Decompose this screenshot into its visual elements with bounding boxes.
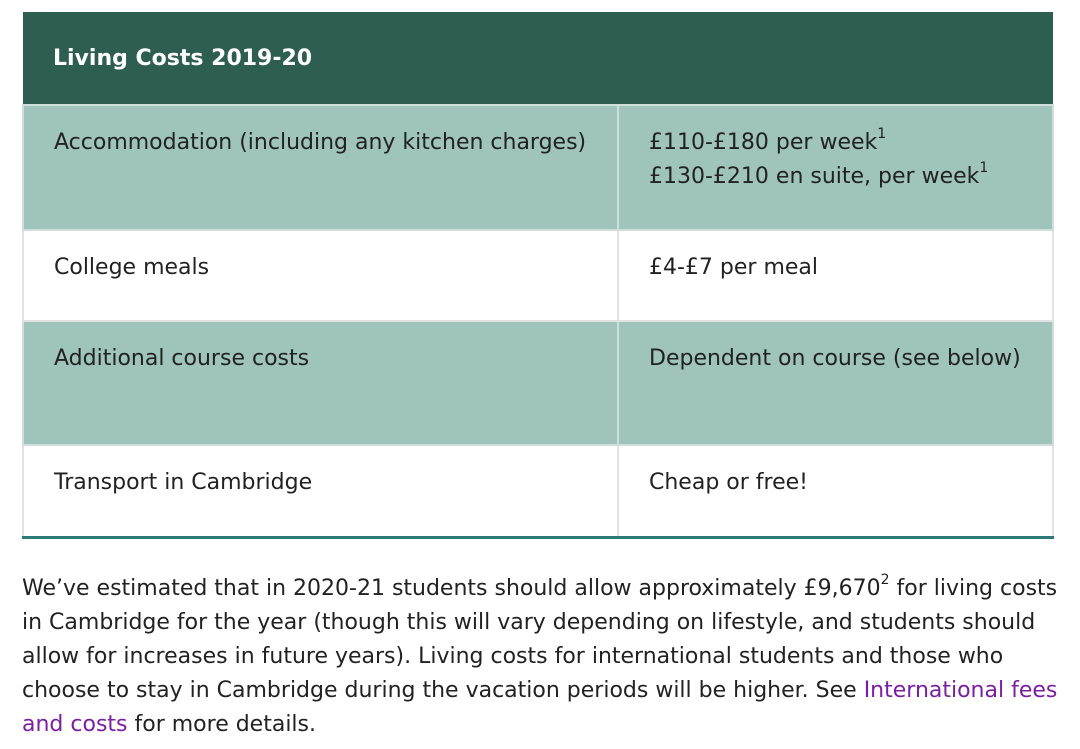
footnote-ref: 1 [877, 126, 887, 142]
row-value-college-meals: £4-£7 per meal [618, 230, 1053, 321]
international-fees-link[interactable]: International fees and costs [22, 678, 1058, 737]
living-costs-paragraph [22, 572, 1062, 742]
table-row [23, 321, 1053, 445]
paragraph-text-start: We’ve estimated that in 2020-21 students should allow approximately £9,670 [22, 576, 881, 601]
living-costs-table-container [22, 12, 1052, 539]
row-value-accommodation [618, 105, 1053, 230]
row-label-transport: Transport in Cambridge [23, 445, 618, 537]
paragraph-text-end: for more details. [127, 712, 317, 737]
table-row [23, 105, 1053, 230]
living-costs-table [22, 12, 1054, 539]
footnote-ref: 2 [880, 572, 890, 588]
table-row [23, 230, 1053, 321]
row-label-course-costs: Additional course costs [23, 321, 618, 445]
accommodation-ensuite-price: £130-£210 en suite, per week [649, 164, 980, 189]
table-row [23, 445, 1053, 537]
table-title: Living Costs 2019-20 [23, 12, 1053, 105]
row-label-accommodation: Accommodation (including any kitchen charges) [23, 105, 618, 230]
footnote-ref: 1 [979, 160, 989, 176]
accommodation-standard-price: £110-£180 per week [649, 130, 878, 155]
paragraph-text-middle: for living costs in Cambridge for the year (though this will vary depending on lifestyle, and students should allow for increases in future years). Living costs for international students and those who choose to stay in Cambridge during the vacation periods will be higher. See [22, 576, 1058, 703]
row-value-transport: Cheap or free! [618, 445, 1053, 537]
row-value-course-costs: Dependent on course (see below) [618, 321, 1053, 445]
table-header-row [23, 12, 1053, 105]
row-label-college-meals: College meals [23, 230, 618, 321]
